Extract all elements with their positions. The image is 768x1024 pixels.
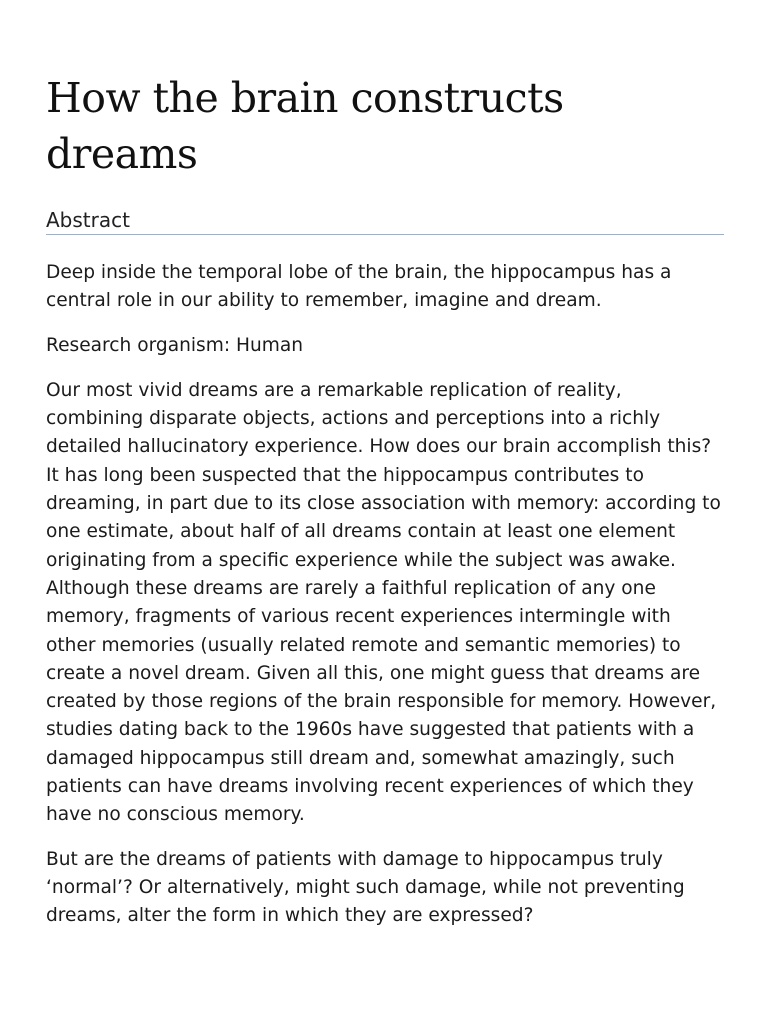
section-heading-abstract: Abstract: [46, 208, 724, 235]
body-paragraph-1: Our most vivid dreams are a remarkable replication of reality, combining disparate objects, actions and perceptions into a richly detailed hallucinatory experience. How does our brain accomplish this? It has long been suspected that the hippocampus contributes to dreaming, in part due to its close association with memory: according to one estimate, about half of all dreams contain at least one element originating from a specific experience while the subject was awake. Although these dreams are rarely a faithful replication of any one memory, fragments of various recent experiences intermingle with other memories (usually related remote and semantic memories) to create a novel dream. Given all this, one might guess that dreams are created by those regions of the brain responsible for memory. However, studies dating back to the 1960s have suggested that patients with a damaged hippocampus still dream and, somewhat amazingly, such patients can have dreams involving recent experiences of which they have no conscious memory.: [46, 379, 721, 826]
research-organism: Research organism: Human: [46, 334, 304, 356]
abstract-paragraph: Deep inside the temporal lobe of the brain, the hippocampus has a central role in our ability to remember, imagine and dream.: [46, 262, 672, 312]
body-paragraph-2: But are the dreams of patients with damage to hippocampus truly ‘normal’? Or alternatively, might such damage, while not preventing dreams, alter the form in which they are expressed?: [46, 848, 685, 927]
article-title: How the brain constructs dreams: [46, 74, 564, 178]
article: [46, 0, 724, 931]
